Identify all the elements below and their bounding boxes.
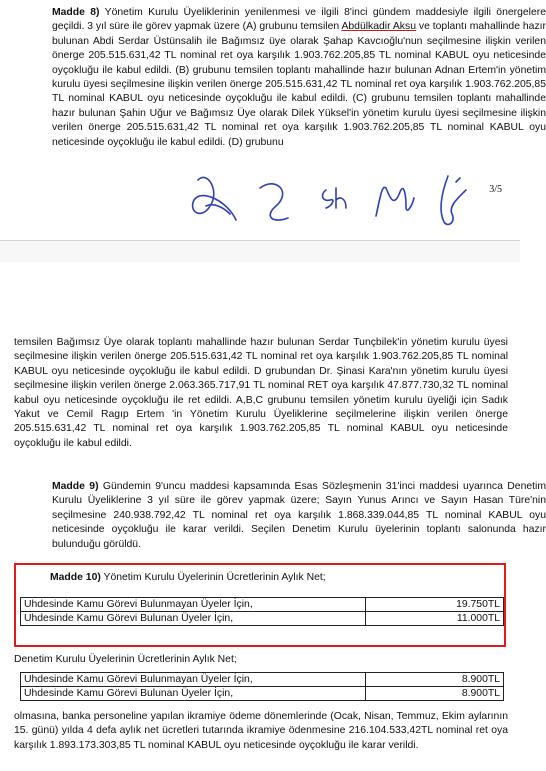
audit-fees-title: Denetim Kurulu Üyelerinin Ücretlerinin Aylık Net; [14,654,237,665]
madde-8-label: Madde 8) [52,7,100,18]
board-fees-table [20,597,504,626]
table-row [21,673,504,687]
table-row [21,687,504,701]
signature-4 [376,187,414,216]
fee-amount: 11.000TL [366,612,504,626]
fee-amount: 8.900TL [366,673,504,687]
closing-paragraph: olmasına, banka personeline yapılan ikramiye ödeme dönemlerinde (Ocak, Nisan, Temmuz, Ekim aylarının 15. günü) yılda 4 defa aylık net ücretleri tutarında ikramiye ödenmesine 216.104.533,42TL nominal ret oya karşılık 1.893.173.303,85 TL nominal KABUL oyu neticesinde oyçokluğu ile karar verildi. [14,711,508,751]
madde-10-title [50,571,326,585]
signatures-image [180,162,480,234]
madde-8-body-text: ve toplantı mahallinde hazır bulunan Abdi Serdar Üstünsalih ile Bağımsız üye olarak Şahap Kavcıoğlu'nun seçilmesine ilişkin verilen önerge 205.515.631,42 TL nominal ret oya karşılık 1.903.762.205,85 TL nominal KABUL oyu neticesinde oyçokluğu ile kabul edildi. (B) grubunu temsilen toplantı mahallinde hazır bulunan Adnan Ertem'in yönetim kurulu üyesi seçilmesine ilişkin verilen önerge 205.515.631,42 TL nominal ret oya karşılık 1.903.762.205,85 TL nominal KABUL oyu neticesinde oyçokluğu ile kabul edildi. (C) grubunu temsilen toplantı mahallinde hazır bulunan Şahin Uğur ve Bağımsız Üye olarak Dilek Yüksel'in yönetim kurulu üyesi seçilmesine ilişkin verilen önerge 205.515.631,42 TL nominal ret oya karşılık 1.903.762.205,85 TL nominal KABUL oyu neticesinde oyçokluğu ile kabul edildi. (D) grubunu [52,21,546,148]
table-row [21,598,504,612]
madde-8-lead-text: Yönetim Kurulu Üyeliklerinin yenilenmesi ve ilgili 8'inci gündem maddesiyle ilgili önergelere geçildi. 3 yıl süre ile görev yapmak üzere (A) grubunu temsilen [52,7,546,33]
madde-9-paragraph [14,480,546,552]
madde-8-underlined-name: Abdülkadir Aksu [341,21,416,33]
fee-amount: 19.750TL [366,598,504,612]
table-row [21,612,504,626]
signature-1 [193,177,236,220]
signature-3 [323,188,346,208]
document-page-top [0,0,546,240]
page-break [0,240,520,264]
fee-label: Uhdesinde Kamu Görevi Bulunmayan Üyeler İçin, [21,673,366,687]
madde-8-paragraph [14,6,546,150]
fee-label: Uhdesinde Kamu Görevi Bulunan Üyeler İçin, [21,612,366,626]
madde-9-label: Madde 9) [52,481,99,492]
page-number: 3/5 [489,184,502,195]
madde-10-title-text: Yönetim Kurulu Üyelerinin Ücretlerinin Aylık Net; [100,572,326,583]
fee-amount: 8.900TL [366,687,504,701]
signature-5 [441,176,466,224]
signature-2 [260,184,288,220]
madde-9-text: Gündemin 9'uncu maddesi kapsamında Esas Sözleşmenin 31'inci maddesi uyarınca Denetim Kurulu Üyeliklerine 3 yıl süre ile görev yapmak üzere; Sayın Yunus Arıncı ve Sayın Hasan Türe'nin seçilmesine 240.938.792,42 TL nominal ret oya karşılık 1.868.339.044,85 TL nominal KABUL oyu neticesinde oyçokluğu ile karar verildi. Seçilen Denetim Kurulu üyelerinin toplantı salonunda hazır bulunduğu görüldü. [52,481,546,550]
fee-label: Uhdesinde Kamu Görevi Bulunan Üyeler İçin, [21,687,366,701]
madde-8-continuation: temsilen Bağımsız Üye olarak toplantı mahallinde hazır bulunan Serdar Tunçbilek'in yönetim kurulu üyesi seçilmesine ilişkin verilen önerge 205.515.631,42 TL nominal ret oya karşılık 1.903.762.205,85 TL nominal KABUL oyu neticesinde oyçokluğu ile kabul edildi. D grubundan Dr. Şinasi Kara'nın yönetim kurulu üyesi seçilmesine ilişkin verilen önerge 2.063.365.717,91 TL nominal RET oya karşılık 47.877.730,32 TL nominal kabul oyu neticesinde oyçokluğu ile ret edildi. A,B,C grubunu temsilen yönetim kurulu üyeliği için Sadık Yakut ve Cemil Ragıp Ertem 'in Yönetim Kurulu Üyeliklerine seçilmelerine ilişkin verilen önerge 205.515.631,42 TL nominal ret oya karşılık 1.903.762.205,85 TL nominal KABUL oyu neticesinde oyçokluğu ile kabul edildi. [14,337,508,449]
fee-label: Uhdesinde Kamu Görevi Bulunmayan Üyeler İçin, [21,598,366,612]
document-page-bottom [0,262,546,771]
madde-10-label: Madde 10) [50,572,101,583]
audit-fees-table [20,672,504,701]
